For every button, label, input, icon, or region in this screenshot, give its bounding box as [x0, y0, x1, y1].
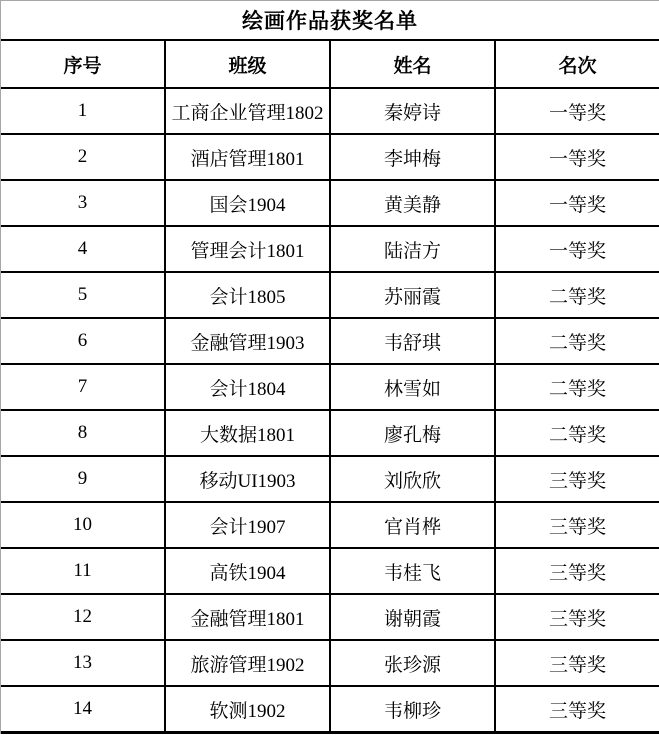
table-row	[1, 687, 659, 734]
header-cell-class: 班级	[166, 41, 331, 87]
table-row	[1, 503, 659, 549]
name-cell: 林雪如	[331, 365, 496, 409]
prize-cell: 三等奖	[548, 654, 606, 676]
name-cell: 韦舒琪	[331, 319, 496, 363]
prize-cell: 二等奖	[548, 286, 606, 308]
table-title: 绘画作品获奖名单	[1, 1, 659, 41]
prize-cell: 二等奖	[548, 332, 606, 354]
header-cell-prize: 名次	[558, 55, 597, 77]
class-cell: 高铁1904	[166, 549, 331, 593]
no-cell: 8	[1, 411, 166, 455]
no-cell: 6	[1, 319, 166, 363]
header-cell-no: 序号	[1, 41, 166, 87]
prize-cell: 一等奖	[548, 194, 606, 216]
class-cell: 酒店管理1801	[166, 135, 331, 179]
no-cell: 13	[1, 641, 166, 685]
prize-cell: 三等奖	[548, 562, 606, 584]
no-cell: 1	[1, 89, 166, 133]
class-cell: 管理会计1801	[166, 227, 331, 271]
table-row	[1, 641, 659, 687]
prize-cell: 二等奖	[548, 378, 606, 400]
no-cell: 2	[1, 135, 166, 179]
no-cell: 7	[1, 365, 166, 409]
class-cell: 大数据1801	[166, 411, 331, 455]
table-row	[1, 365, 659, 411]
name-cell: 张珍源	[331, 641, 496, 685]
table-row	[1, 89, 659, 135]
class-cell: 会计1907	[166, 503, 331, 547]
no-cell: 10	[1, 503, 166, 547]
prize-cell: 三等奖	[548, 516, 606, 538]
class-cell: 工商企业管理1802	[166, 89, 331, 133]
prize-cell: 一等奖	[548, 102, 606, 124]
name-cell: 刘欣欣	[331, 457, 496, 501]
no-cell: 14	[1, 687, 166, 731]
name-cell: 秦婷诗	[331, 89, 496, 133]
table-row	[1, 457, 659, 503]
class-cell: 旅游管理1902	[166, 641, 331, 685]
table-row	[1, 181, 659, 227]
no-cell: 4	[1, 227, 166, 271]
table-row	[1, 549, 659, 595]
class-cell: 金融管理1801	[166, 595, 331, 639]
table-row	[1, 411, 659, 457]
class-cell: 软测1902	[166, 687, 331, 731]
table-row	[1, 595, 659, 641]
name-cell: 韦桂飞	[331, 549, 496, 593]
prize-cell: 三等奖	[548, 700, 606, 722]
prize-cell: 二等奖	[548, 424, 606, 446]
name-cell: 苏丽霞	[331, 273, 496, 317]
name-cell: 谢朝霞	[331, 595, 496, 639]
name-cell: 韦柳珍	[331, 687, 496, 731]
table-row	[1, 273, 659, 319]
prize-cell: 一等奖	[548, 240, 606, 262]
table-row	[1, 227, 659, 273]
no-cell: 11	[1, 549, 166, 593]
class-cell: 会计1804	[166, 365, 331, 409]
class-cell: 会计1805	[166, 273, 331, 317]
table-row	[1, 135, 659, 181]
header-row	[1, 41, 659, 89]
no-cell: 3	[1, 181, 166, 225]
no-cell: 5	[1, 273, 166, 317]
table-row	[1, 319, 659, 365]
no-cell: 9	[1, 457, 166, 501]
no-cell: 12	[1, 595, 166, 639]
header-cell-name: 姓名	[331, 41, 496, 87]
name-cell: 廖孔梅	[331, 411, 496, 455]
prize-cell: 一等奖	[548, 148, 606, 170]
class-cell: 金融管理1903	[166, 319, 331, 363]
class-cell: 国会1904	[166, 181, 331, 225]
prize-cell: 三等奖	[548, 470, 606, 492]
name-cell: 官肖桦	[331, 503, 496, 547]
name-cell: 陆洁方	[331, 227, 496, 271]
prize-cell: 三等奖	[548, 608, 606, 630]
name-cell: 黄美静	[331, 181, 496, 225]
name-cell: 李坤梅	[331, 135, 496, 179]
class-cell: 移动UI1903	[166, 457, 331, 501]
